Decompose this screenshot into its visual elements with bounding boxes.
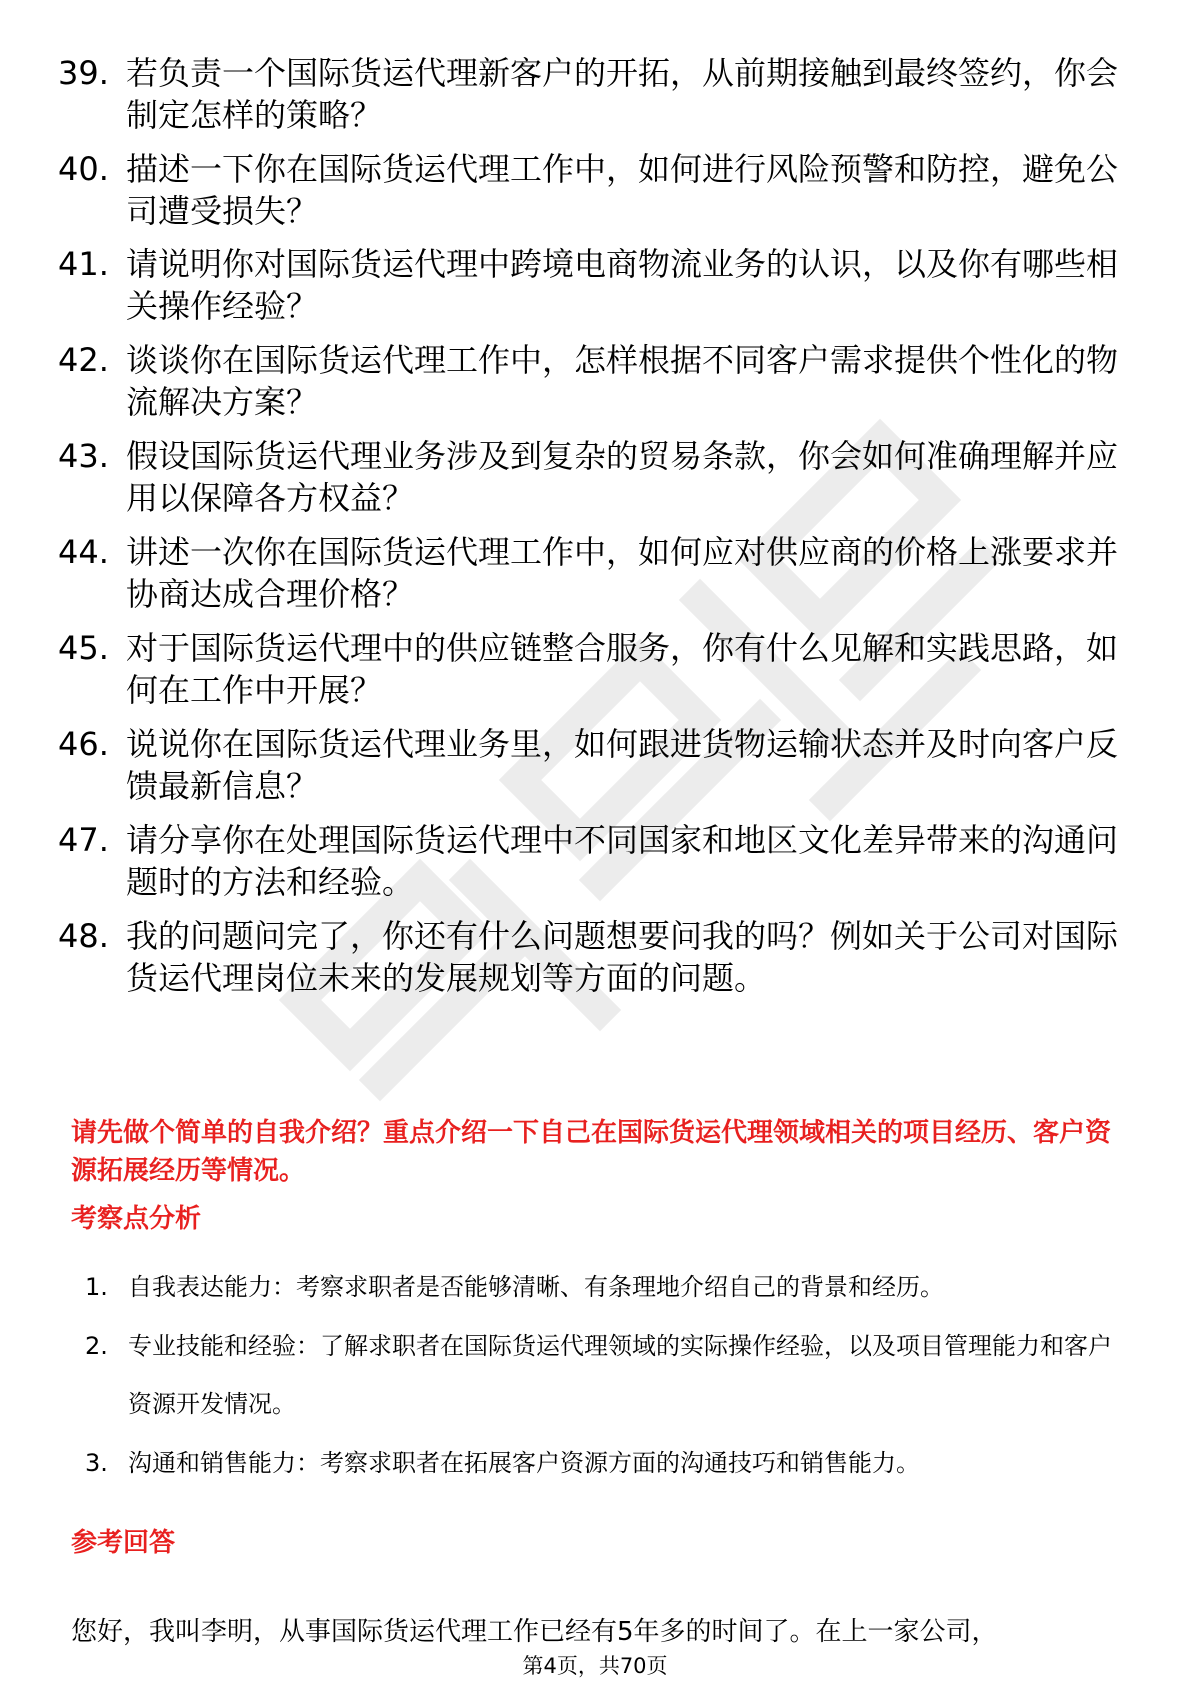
analysis-title: 考察点分析 xyxy=(71,1204,202,1234)
question-number: 46. xyxy=(58,725,109,763)
question-text: 对于国际货运代理中的供应链整合服务，你有什么见解和实践思路，如何在工作中开展？ xyxy=(126,629,1119,709)
question-text: 谈谈你在国际货运代理工作中，怎样根据不同客户需求提供个性化的物流解决方案？ xyxy=(126,341,1119,421)
question-46 xyxy=(58,723,1128,807)
analysis-item xyxy=(85,1434,1130,1492)
question-number: 48. xyxy=(58,917,109,955)
page-footer: 第4页，共70页 xyxy=(522,1654,668,1678)
question-text: 我的问题问完了，你还有什么问题想要问我的吗？例如关于公司对国际货运代理岗位未来的发展规划等方面的问题。 xyxy=(126,917,1119,997)
question-text: 讲述一次你在国际货运代理工作中，如何应对供应商的价格上涨要求并协商达成合理价格？ xyxy=(126,533,1119,613)
analysis-item-text: 专业技能和经验：了解求职者在国际货运代理领域的实际操作经验，以及项目管理能力和客户资源开发情况。 xyxy=(128,1332,1112,1418)
analysis-item xyxy=(85,1258,1130,1316)
question-45 xyxy=(58,627,1128,711)
question-43 xyxy=(58,435,1128,519)
question-41 xyxy=(58,243,1128,327)
question-number: 44. xyxy=(58,533,109,571)
analysis-item-text: 自我表达能力：考察求职者是否能够清晰、有条理地介绍自己的背景和经历。 xyxy=(128,1273,944,1301)
question-text: 说说你在国际货运代理业务里，如何跟进货物运输状态并及时向客户反馈最新信息？ xyxy=(126,725,1119,805)
analysis-item-number: 1. xyxy=(85,1273,108,1301)
question-number: 39. xyxy=(58,54,109,92)
question-text: 若负责一个国际货运代理新客户的开拓，从前期接触到最终签约，你会制定怎样的策略？ xyxy=(126,54,1119,134)
question-number: 42. xyxy=(58,341,109,379)
question-number: 47. xyxy=(58,821,109,859)
highlight-question: 请先做个简单的自我介绍？重点介绍一下自己在国际货运代理领域相关的项目经历、客户资源拓展经历等情况。 xyxy=(71,1118,1112,1186)
analysis-item xyxy=(85,1317,1130,1433)
question-number: 45. xyxy=(58,629,109,667)
question-text: 请说明你对国际货运代理中跨境电商物流业务的认识，以及你有哪些相关操作经验？ xyxy=(126,245,1119,325)
analysis-item-number: 3. xyxy=(85,1449,108,1477)
reference-answer: 您好，我叫李明，从事国际货运代理工作已经有5年多的时间了。在上一家公司， xyxy=(71,1617,998,1647)
question-40 xyxy=(58,148,1128,232)
question-47 xyxy=(58,819,1128,903)
question-44 xyxy=(58,531,1128,615)
question-48 xyxy=(58,915,1128,999)
analysis-item-text: 沟通和销售能力：考察求职者在拓展客户资源方面的沟通技巧和销售能力。 xyxy=(128,1449,920,1477)
question-text: 描述一下你在国际货运代理工作中，如何进行风险预警和防控，避免公司遭受损失？ xyxy=(126,150,1119,230)
question-text: 请分享你在处理国际货运代理中不同国家和地区文化差异带来的沟通问题时的方法和经验。 xyxy=(126,821,1119,901)
reference-title: 参考回答 xyxy=(71,1528,176,1558)
question-number: 43. xyxy=(58,437,109,475)
question-39 xyxy=(58,52,1128,136)
analysis-item-number: 2. xyxy=(85,1332,108,1360)
question-42 xyxy=(58,339,1128,423)
question-number: 41. xyxy=(58,245,109,283)
question-number: 40. xyxy=(58,150,109,188)
question-text: 假设国际货运代理业务涉及到复杂的贸易条款，你会如何准确理解并应用以保障各方权益？ xyxy=(126,437,1119,517)
